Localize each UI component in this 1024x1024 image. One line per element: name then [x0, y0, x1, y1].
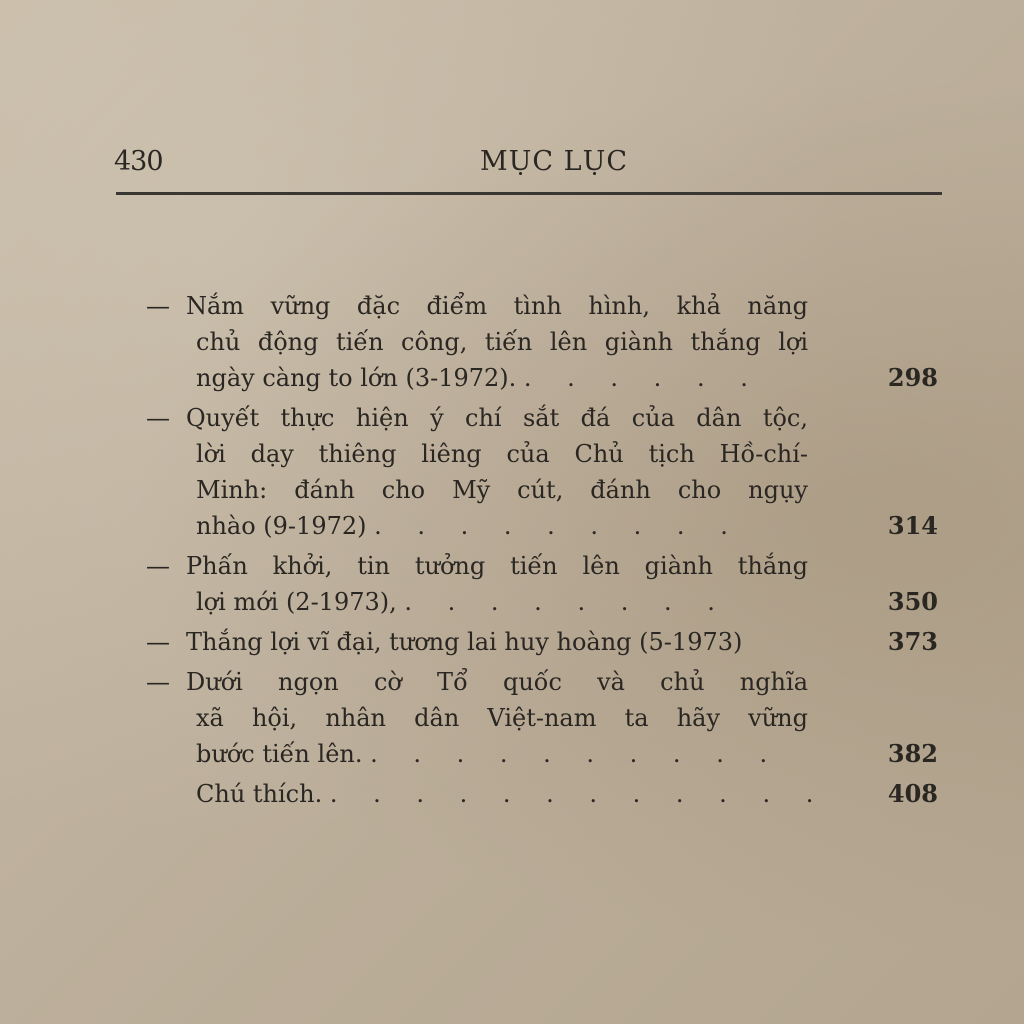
entry-text-line: Minh: đánh cho Mỹ cút, đánh cho ngụy: [196, 476, 808, 504]
entry-text-line: chủ động tiến công, tiến lên giành thắng lợi: [196, 328, 808, 356]
toc-entry: [146, 548, 946, 620]
entry-text-line: bước tiến lên. . . . . . . . . . .: [196, 740, 782, 768]
entry-text-line: Thắng lợi vĩ đại, tương lai huy hoàng (5-1973): [186, 628, 743, 656]
entry-dash: —: [146, 668, 170, 696]
header-rule: [116, 192, 942, 195]
leader-dots: . . . . . . . .: [404, 588, 729, 616]
leader-dots: . . . . . . . . . .: [370, 740, 782, 768]
entry-dash: —: [146, 292, 170, 320]
entry-page-number: 350: [887, 587, 938, 616]
entry-text-line: lợi mới (2-1973), . . . . . . . .: [196, 588, 729, 616]
entry-page-number: 373: [887, 627, 938, 656]
entry-text-line: Dưới ngọn cờ Tổ quốc và chủ nghĩa: [186, 668, 808, 696]
entry-dash: —: [146, 552, 170, 580]
leader-dots: . . . . . . . . . . . .: [329, 780, 828, 808]
entry-page-number: 298: [887, 363, 938, 392]
leader-dots: . . . . . . . . .: [374, 512, 742, 540]
page-number: 430: [114, 146, 163, 177]
toc-entry: [146, 400, 946, 544]
entry-text-line: Chú thích. . . . . . . . . . . . .: [196, 780, 828, 808]
page-title: MỤC LỤC: [480, 146, 628, 177]
table-of-contents: [146, 288, 946, 816]
entry-text-line: Nắm vững đặc điểm tình hình, khả năng: [186, 292, 808, 320]
entry-dash: —: [146, 404, 170, 432]
entry-page-number: 382: [887, 739, 938, 768]
entry-page-number: 314: [887, 511, 938, 540]
leader-dots: . . . . . .: [523, 364, 762, 392]
toc-entry: [146, 288, 946, 396]
entry-text-line: xã hội, nhân dân Việt-nam ta hãy vững: [196, 704, 808, 732]
toc-entry: [146, 624, 946, 660]
entry-text-line: Quyết thực hiện ý chí sắt đá của dân tộc,: [186, 404, 808, 432]
entry-text-line: Phấn khởi, tin tưởng tiến lên giành thắng: [186, 552, 808, 580]
entry-text-line: nhào (9-1972) . . . . . . . . .: [196, 512, 742, 540]
entry-dash: —: [146, 628, 170, 656]
entry-page-number: 408: [887, 779, 938, 808]
toc-entry: [146, 664, 946, 772]
toc-entry: [146, 776, 946, 812]
entry-text-line: ngày càng to lớn (3-1972). . . . . . .: [196, 364, 762, 392]
entry-text-line: lời dạy thiêng liêng của Chủ tịch Hồ-chí-: [196, 440, 808, 468]
